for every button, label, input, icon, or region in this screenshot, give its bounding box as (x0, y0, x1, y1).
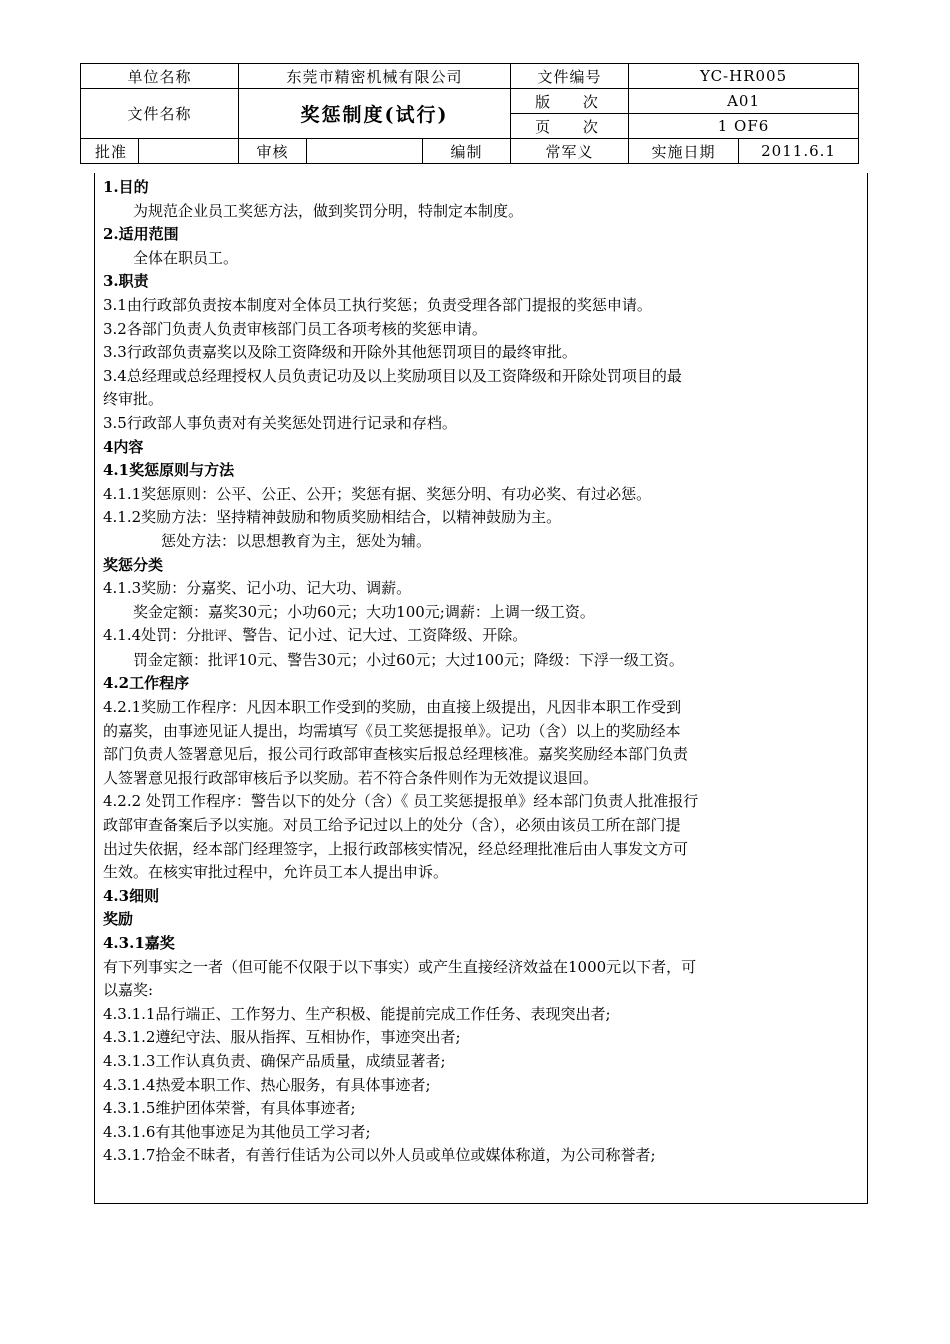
document-body (94, 173, 868, 1204)
paragraph-line: 4.1.3奖励：分嘉奖、记小功、记大功、调薪。 (103, 579, 412, 598)
compile-value: 常军义 (511, 139, 629, 164)
paragraph-line: 为规范企业员工奖惩方法，做到奖罚分明，特制定本制度。 (133, 201, 524, 220)
paragraph-line: 3.5行政部人事负责对有关奖惩处罚进行记录和存档。 (103, 413, 457, 432)
version-value: A01 (629, 89, 859, 114)
section-heading: 2.适用范围 (103, 225, 179, 244)
list-item: 4.3.1.2遵纪守法、服从指挥、互相协作，事迹突出者; (103, 1028, 461, 1047)
subsection-heading: 4.3.1嘉奖 (103, 934, 175, 952)
approve-value (139, 139, 239, 164)
paragraph-line: 部门负责人签署意见后，报公司行政部审查核实后报总经理核准。嘉奖奖励经本部门负责 (103, 745, 689, 764)
paragraph-line: 3.1由行政部负责按本制度对全体员工执行奖惩；负责受理各部门提报的奖惩申请。 (103, 295, 652, 314)
section-heading: 4内容 (103, 437, 144, 456)
paragraph-line: 终审批。 (103, 390, 164, 409)
paragraph-line (103, 624, 859, 649)
unit-name-label: 单位名称 (81, 64, 239, 89)
list-item: 4.3.1.6有其他事迹足为其他员工学习者; (103, 1122, 371, 1141)
header-table (80, 63, 859, 164)
approve-label: 批准 (81, 139, 139, 164)
doc-number-label: 文件编号 (511, 64, 629, 89)
paragraph-line: 生效。在核实审批过程中，允许员工本人提出申诉。 (103, 863, 449, 882)
doc-name-value: 奖惩制度(试行) (239, 89, 511, 139)
section-heading: 3.职责 (103, 272, 149, 291)
subsection-heading: 4.2工作程序 (103, 674, 190, 693)
compile-label: 编制 (423, 139, 511, 164)
list-item: 4.3.1.4热爱本职工作、热心服务，有具体事迹者; (103, 1075, 431, 1094)
paragraph-line: 4.2.2 处罚工作程序：警告以下的处分（含）《 员工奖惩提报单》经本部门负责人批准报行 (103, 792, 699, 811)
paragraph-line: 有下列事实之一者（但可能不仅限于以下事实）或产生直接经济效益在1000元以下者，可 (103, 957, 697, 976)
subsection-heading: 奖惩分类 (103, 555, 164, 574)
subsection-heading: 4.3细则 (103, 886, 160, 905)
paragraph-line: 3.4总经理或总经理授权人员负责记功及以上奖励项目以及工资降级和开除处罚项目的最 (103, 366, 682, 385)
line-part: 4.1.4处罚：分 (103, 626, 202, 645)
doc-name-label: 文件名称 (81, 89, 239, 139)
doc-number-value: YC-HR005 (629, 64, 859, 89)
review-label: 审核 (239, 139, 307, 164)
paragraph-line: 惩处方法：以思想教育为主，惩处为辅。 (161, 531, 432, 550)
paragraph-line: 全体在职员工。 (133, 248, 239, 267)
paragraph-line: 以嘉奖: (103, 981, 154, 1000)
subsection-heading: 4.1奖惩原则与方法 (103, 461, 235, 480)
list-item: 4.3.1.1品行端正、工作努力、生产积极、能提前完成工作任务、表现突出者; (103, 1004, 611, 1023)
list-item: 4.3.1.3工作认真负责、确保产品质量，成绩显著者; (103, 1051, 446, 1070)
paragraph-line: 4.1.2奖励方法：坚持精神鼓励和物质奖励相结合，以精神鼓励为主。 (103, 508, 562, 527)
page-value: 1 OF6 (629, 114, 859, 139)
version-label: 版 次 (511, 89, 629, 114)
review-value (307, 139, 423, 164)
paragraph-line: 4.2.1奖励工作程序：凡因本职工作受到的奖励，由直接上级提出，凡因非本职工作受到 (103, 698, 682, 717)
paragraph-line: 出过失依据，经本部门经理签字，上报行政部核实情况，经总经理批准后由人事发文方可 (103, 839, 689, 858)
paragraph-line: 人签署意见报行政部审核后予以奖励。若不符合条件则作为无效提议退回。 (103, 768, 599, 787)
list-item: 4.3.1.7拾金不昧者，有善行佳话为公司以外人员或单位或媒体称道，为公司称誉者; (103, 1146, 656, 1165)
paragraph-line: 政部审查备案后予以实施。对员工给予记过以上的处分（含），必须由该员工所在部门提 (103, 816, 681, 835)
paragraph-line: 3.3行政部负责嘉奖以及除工资降级和开除外其他惩罚项目的最终审批。 (103, 343, 577, 362)
subsection-heading: 奖励 (103, 910, 134, 929)
paragraph-line: 罚金定额：批评10元、警告30元；小过60元；大过100元；降级：下浮一级工资。 (133, 650, 684, 669)
page-label: 页 次 (511, 114, 629, 139)
section-heading: 1.目的 (103, 178, 149, 196)
paragraph-line: 4.1.1奖惩原则：公平、公正、公开；奖惩有据、奖惩分明、有功必奖、有过必惩。 (103, 484, 652, 503)
list-item: 4.3.1.5维护团体荣誉，有具体事迹者; (103, 1099, 356, 1118)
effective-date-label: 实施日期 (629, 139, 739, 164)
paragraph-line: 奖金定额：嘉奖30元；小功60元；大功100元;调薪：上调一级工资。 (133, 602, 595, 621)
unit-name-value: 东莞市精密机械有限公司 (239, 64, 511, 89)
line-part: 、警告、记小过、记大过、工资降级、开除。 (227, 626, 528, 645)
effective-date-value: 2011.6.1 (739, 139, 859, 164)
line-part: 批评 (201, 629, 228, 645)
paragraph-line: 3.2各部门负责人负责审核部门员工各项考核的奖惩申请。 (103, 319, 487, 338)
paragraph-line: 的嘉奖，由事迹见证人提出，均需填写《员工奖惩提报单》。记功（含）以上的奖励经本 (103, 721, 681, 740)
